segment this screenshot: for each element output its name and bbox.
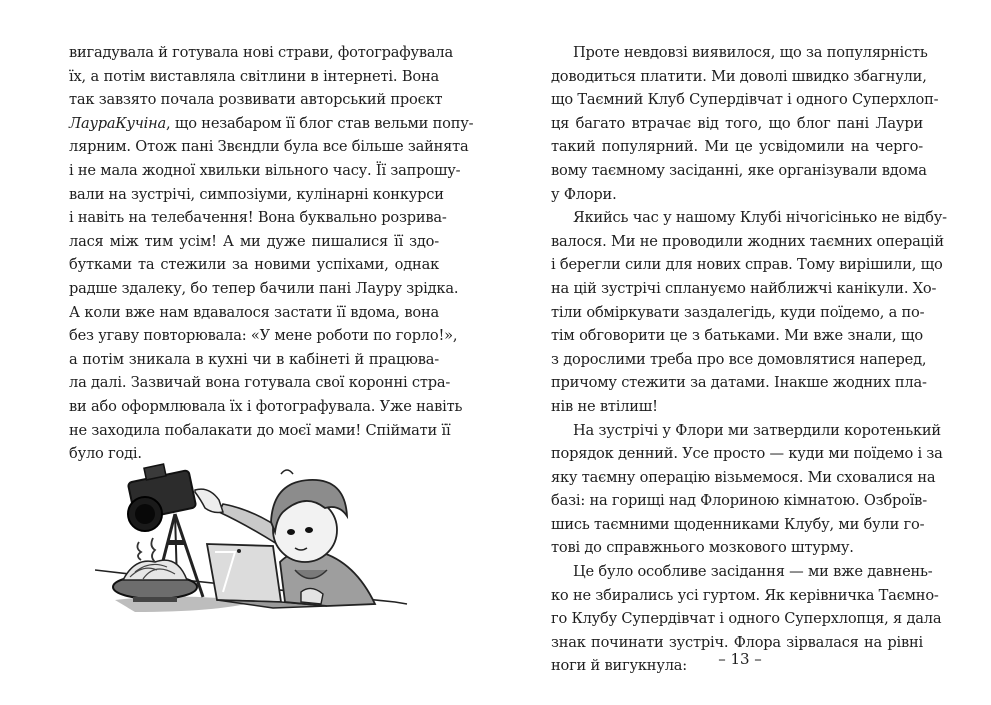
text-line: без угаву повторювала: «У мене роботи по горло!», (69, 327, 458, 345)
text-line: нів не втілиш! (551, 397, 658, 415)
text-line: і не мала жодної хвильки вільного часу. Її запрошу- (69, 161, 461, 179)
text-line: лярним. Отож пані Звєндли була все більше зайнята (69, 138, 469, 156)
text-line: ко не збирались усі гуртом. Як керівничка Таємно- (551, 586, 939, 604)
text-line: доводиться платити. Ми доволі швидко збагнули, (551, 67, 927, 85)
text-line: з дорослими треба про все домовлятися наперед, (551, 350, 927, 368)
text-line: знак починати зустріч. Флора зірвалася на рівні (551, 633, 923, 651)
text-line: вигадувала й готувала нові страви, фотографувала (69, 44, 453, 61)
text-line: Це було особливе засідання — ми вже давнень- (573, 563, 933, 581)
text-line: ця багато втрачає від того, що блог пані Лаури (551, 114, 923, 132)
text-line: шись таємними щоденниками Клубу, ми були го- (551, 515, 925, 533)
text-line: причому стежити за датами. Інакше жодних пла- (551, 374, 927, 392)
text-line: і берегли сили для нових справ. Тому вирішили, що (551, 256, 943, 274)
text-line: що Таємний Клуб Супердівчат і одного Суперхлоп- (551, 91, 939, 109)
text-line: валося. Ми не проводили жодних таємних операцій (551, 232, 944, 250)
text-line: було годі. (69, 445, 142, 463)
text-line: у Флори. (551, 185, 617, 203)
text-line: яку таємну операцію візьмемося. Ми сховалися на (551, 468, 936, 486)
text-line: Проте невдовзі виявилося, що за популярність (573, 44, 928, 61)
text-line: тіли обміркувати заздалегідь, куди поїдемо, а по- (551, 303, 925, 321)
text-line: ви або оформлювала їх і фотографувала. Уже навіть (69, 397, 463, 415)
text-line: радше здалеку, бо тепер бачили пані Лауру зрідка. (69, 279, 459, 297)
text-line: на цій зустрічі сплануємо найближчі канікули. Хо- (551, 279, 937, 297)
text-line: їх, а потім виставляла світлини в інтернеті. Вона (69, 67, 439, 85)
text-line: ла далі. Зазвичай вона готувала свої коронні стра- (69, 374, 451, 392)
text-line: го Клубу Супердівчат і одного Суперхлопця, я дала (551, 610, 942, 628)
text-line-with-italic (69, 112, 474, 136)
text-line: ноги й вигукнула: (551, 657, 687, 675)
text-line: порядок денний. Усе просто — куди ми поїдемо і за (551, 445, 943, 463)
italic-blog-name: ЛаураКучіна (69, 114, 167, 132)
page-number: – 13 – (718, 650, 762, 668)
text-line: Якийсь час у нашому Клубі нічогісінько не відбу- (573, 209, 947, 227)
text-line: тові до справжнього мозкового штурму. (551, 539, 854, 557)
text-line: вали на зустрічі, симпозіуми, кулінарні конкурси (69, 185, 444, 203)
left-page-text (69, 41, 474, 466)
text-line: а потім зникала в кухні чи в кабінеті й працюва- (69, 350, 439, 368)
text-line: базі: на горищі над Флориною кімнатою. Озброїв- (551, 492, 927, 510)
text-line: На зустрічі у Флори ми затвердили коротенький (573, 421, 941, 439)
text-line: не заходила побалакати до моєї мами! Спіймати її (69, 421, 451, 439)
right-page-text (551, 41, 947, 678)
text-line: і навіть на телебачення! Вона буквально розрива- (69, 209, 447, 227)
text-line: вому таємному засіданні, яке організували вдома (551, 161, 927, 179)
illustration-blogger-icon (95, 452, 435, 617)
text-line: такий популярний. Ми це усвідомили на черго- (551, 138, 923, 156)
text-line: тім обговорити це з батьками. Ми вже знали, що (551, 327, 923, 345)
text-line: так завзято почала розвивати авторський проєкт (69, 91, 443, 109)
text-fragment: , що незабаром її блог став вельми попу- (166, 114, 474, 132)
text-line: бутками та стежили за новими успіхами, однак (69, 256, 439, 274)
text-line: А коли вже нам вдавалося застати її вдома, вона (69, 303, 439, 321)
text-line: лася між тим усім! А ми дуже пишалися її здо- (69, 232, 439, 250)
